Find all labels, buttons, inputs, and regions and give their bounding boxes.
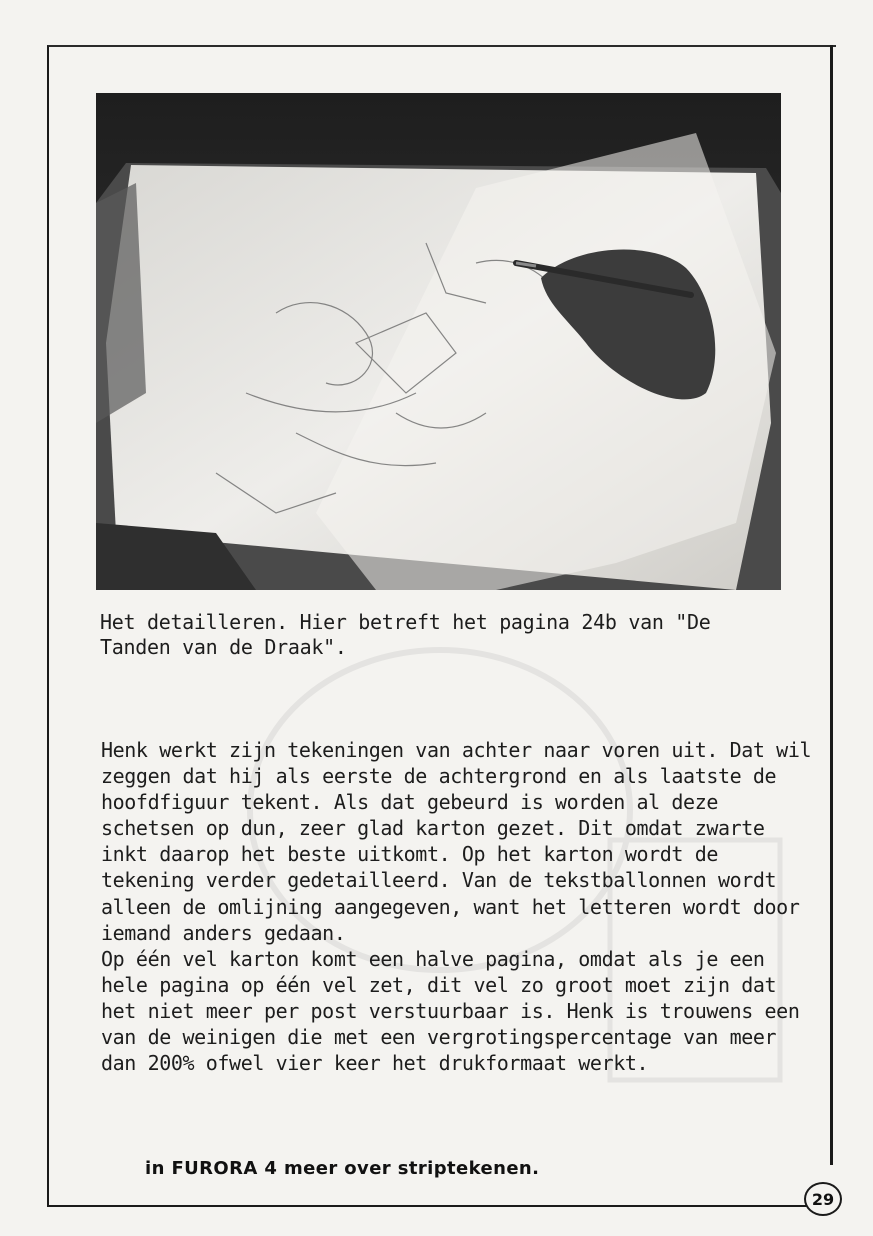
photo-drawing-on-lightbox <box>96 93 781 590</box>
footer-note: in FURORA 4 meer over striptekenen. <box>145 1158 540 1179</box>
paragraph-1: Henk werkt zijn tekeningen van achter naar voren uit. Dat wil zeggen dat hij als eerste de achtergrond en als laatste de hoofdfiguur tekent. Als dat gebeurd is worden al deze schetsen op dun, zeer glad karton gezet. Dit omdat zwarte inkt daarop het beste uitkomt. Op het karton wordt de tekening verder gedetailleerd. Van de tekstballonnen wordt alleen de omlijning aangegeven, want het letteren wordt door iemand anders gedaan. <box>101 738 812 945</box>
photo-icon <box>96 93 781 590</box>
photo-caption: Het detailleren. Hier betreft het pagina 24b van "De Tanden van de Draak". <box>100 610 711 659</box>
article-body <box>101 737 816 1076</box>
paragraph-2: Op één vel karton komt een halve pagina, omdat als je een hele pagina op één vel zet, dit vel zo groot moet zijn dat het niet meer per post verstuurbaar is. Henk is trouwens een van de weinigen die met een vergrotingspercentage van meer dan 200% ofwel vier keer het drukformaat werkt. <box>101 946 800 1076</box>
page-border-right <box>830 45 833 1165</box>
page-number: 29 <box>804 1182 842 1216</box>
